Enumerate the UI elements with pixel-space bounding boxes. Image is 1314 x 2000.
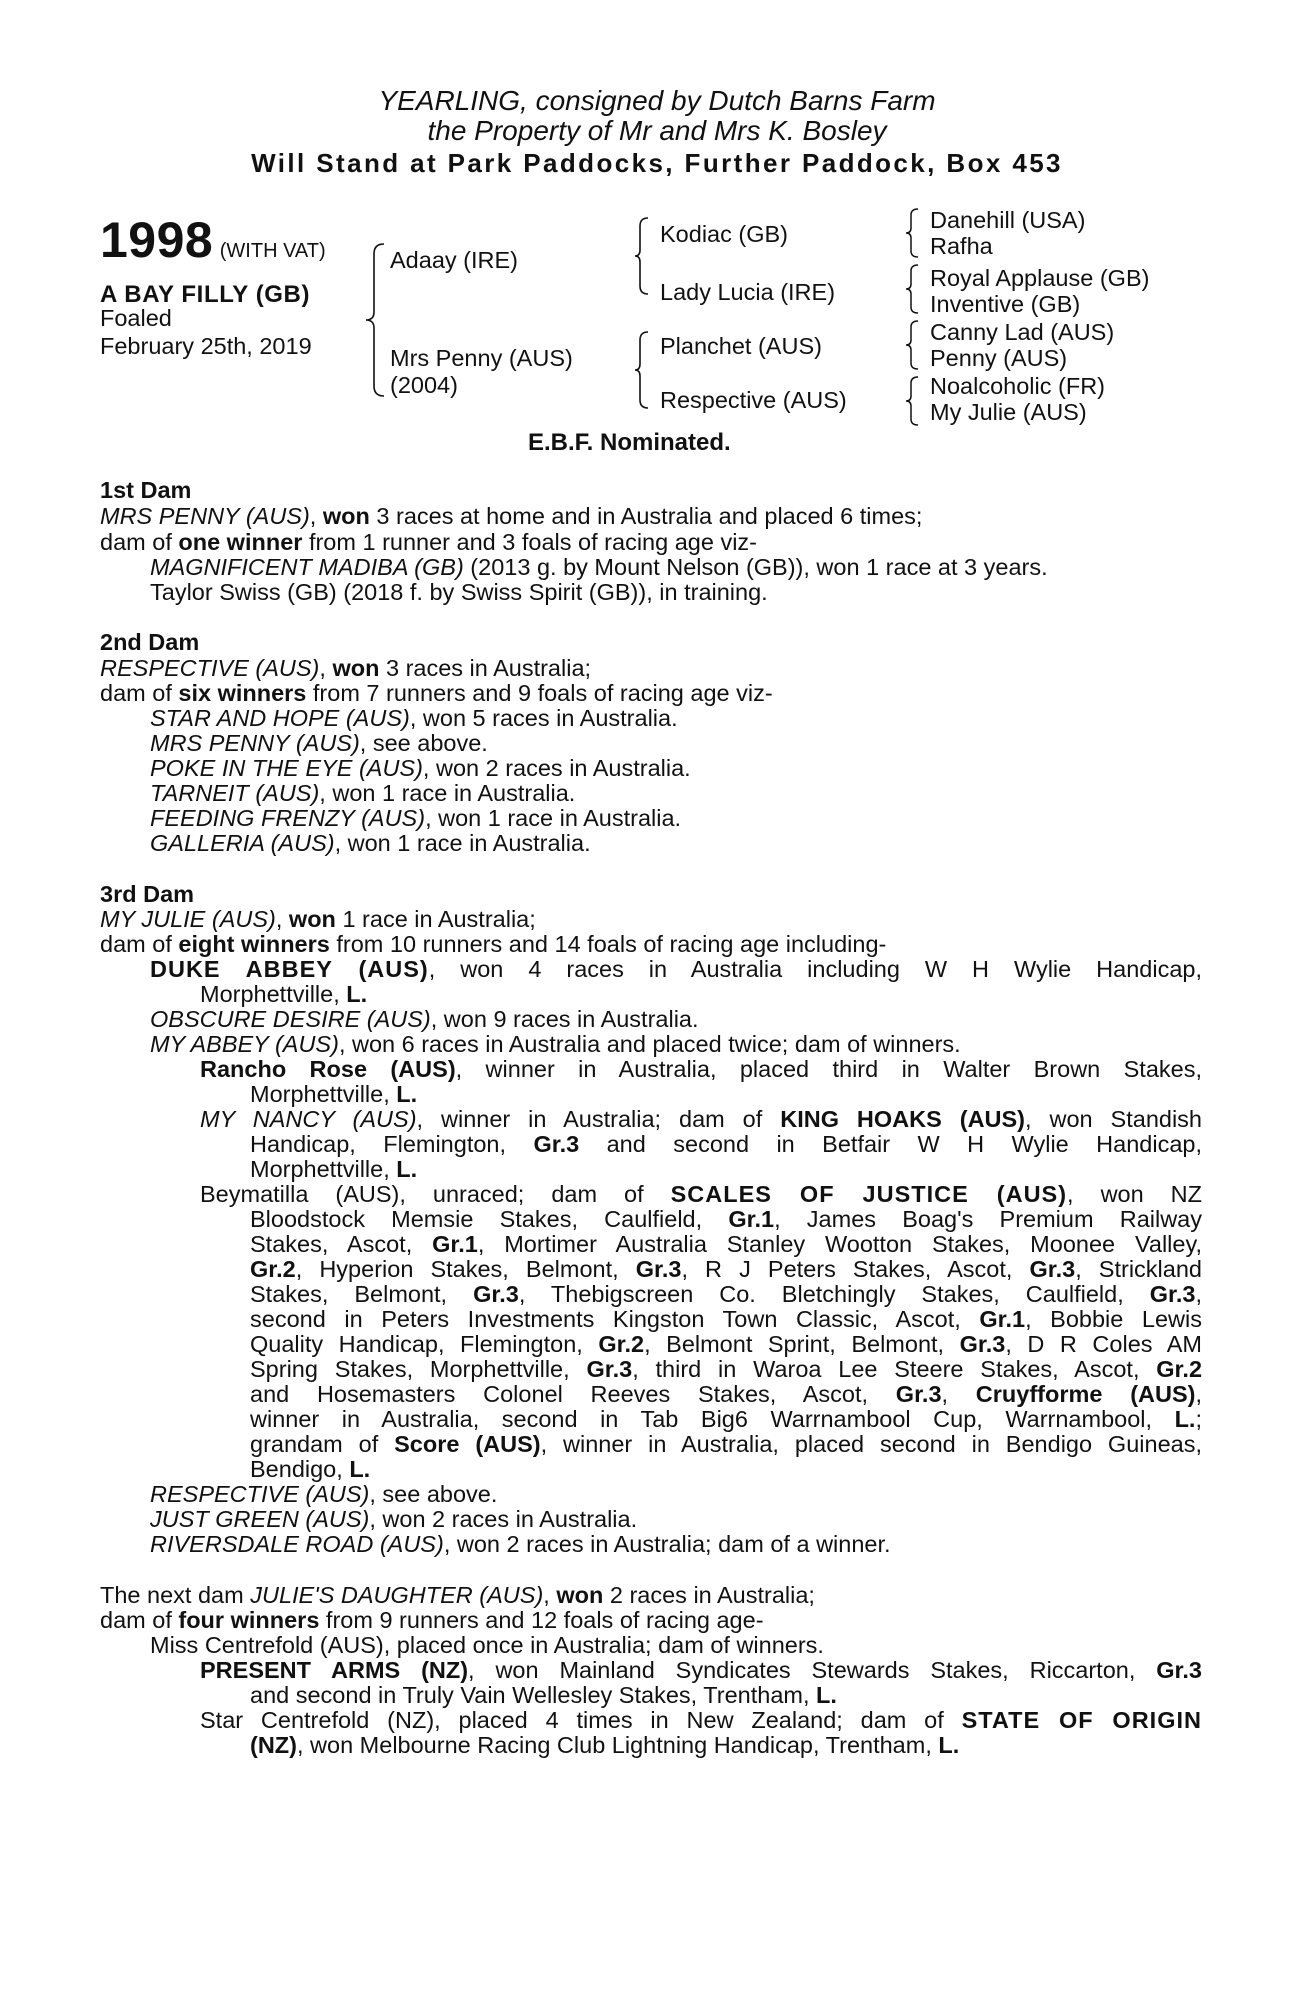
winners-count: four winners <box>178 1607 320 1633</box>
dam1-line2 <box>100 530 757 556</box>
pedigree-g3-1: Danehill (USA) <box>930 207 1086 233</box>
produce-name: FEEDING FRENZY (AUS) <box>150 805 426 831</box>
text: , won NZ <box>1067 1181 1202 1207</box>
text: Stakes, Ascot, <box>250 1231 433 1257</box>
produce-record: , won 1 race in Australia. <box>334 830 591 856</box>
dam3-record: 1 race in Australia; <box>335 906 536 932</box>
produce-name: OBSCURE DESIRE (AUS) <box>150 1006 431 1032</box>
produce-name: JUST GREEN (AUS) <box>150 1506 370 1532</box>
text: , Mortimer Australia Stanley Wootton Stakes, Moonee Valley, <box>477 1231 1202 1257</box>
text: from 10 runners and 14 foals of racing age including- <box>329 931 887 957</box>
text: , won Mainland Syndicates Stewards Stakes, Riccarton, <box>468 1657 1157 1683</box>
pedigree-dam-sire: Planchet (AUS) <box>660 333 822 359</box>
text: Stakes, Belmont, <box>250 1281 474 1307</box>
beymatilla-line7 <box>250 1332 1202 1358</box>
won-word: won <box>322 503 370 529</box>
produce-name: POKE IN THE EYE (AUS) <box>150 755 423 781</box>
beymatilla-line10 <box>250 1407 1202 1433</box>
next-dam-line1 <box>100 1583 815 1609</box>
beymatilla-line4 <box>250 1257 1202 1283</box>
dam2-name: RESPECTIVE (AUS) <box>100 655 320 681</box>
text: , <box>1195 1381 1202 1407</box>
grade-tag: Gr.3 <box>586 1356 633 1382</box>
winners-count: eight winners <box>178 931 330 957</box>
property-line: the Property of Mr and Mrs K. Bosley <box>427 115 887 146</box>
text: , <box>941 1381 976 1407</box>
produce-name: GALLERIA (AUS) <box>150 830 335 856</box>
text: , winner in Australia, placed second in Bendigo Guineas, <box>540 1431 1202 1457</box>
beymatilla-line2 <box>250 1207 1202 1233</box>
produce-record: , see above. <box>359 730 488 756</box>
beymatilla-line9 <box>250 1382 1202 1408</box>
dam3-name: MY JULIE (AUS) <box>100 906 276 932</box>
dam1-heading: 1st Dam <box>100 477 192 503</box>
obscure-desire <box>150 1007 699 1033</box>
beymatilla-line3 <box>250 1232 1202 1258</box>
pedigree-bracket-1 <box>360 240 390 400</box>
lot-number: 1998 <box>100 212 214 268</box>
pedigree-g3-3: Royal Applause (GB) <box>930 265 1150 291</box>
ebf-nomination: E.B.F. Nominated. <box>528 429 731 456</box>
text: , won Standish <box>1025 1106 1202 1132</box>
produce-bold-name: STATE OF ORIGIN <box>961 1707 1202 1733</box>
pedigree-g3-5: Canny Lad (AUS) <box>930 319 1115 345</box>
duke-abbey-line2 <box>200 982 367 1008</box>
listed-tag: L. <box>396 1156 418 1182</box>
grade-tag: Gr.1 <box>979 1306 1026 1332</box>
produce-name: TARNEIT (AUS) <box>150 780 320 806</box>
produce-bold-name: SCALES OF JUSTICE (AUS) <box>670 1181 1068 1207</box>
pedigree-bracket-3a <box>902 206 922 260</box>
stable-location: Will Stand at Park Paddocks, Further Paddock, Box 453 <box>251 148 1063 178</box>
won-word: won <box>556 1582 604 1608</box>
produce-bold-name: PRESENT ARMS (NZ) <box>200 1657 469 1683</box>
dam2-produce-4 <box>150 781 575 807</box>
produce-name: MAGNIFICENT MADIBA (GB) <box>150 554 464 580</box>
produce-record: , won 1 race in Australia. <box>425 805 682 831</box>
beymatilla-line6 <box>250 1307 1202 1333</box>
just-green <box>150 1507 637 1533</box>
produce-name: Rancho Rose (AUS) <box>200 1056 456 1082</box>
text: Beymatilla (AUS), unraced; dam of <box>200 1181 671 1207</box>
dam2-produce-5 <box>150 806 681 832</box>
dam2-line1: RESPECTIVE (AUS), won 3 races in Australia; <box>100 655 592 681</box>
text: , D R Coles AM <box>1005 1331 1203 1357</box>
text: from 1 runner and 3 foals of racing age viz- <box>302 529 757 555</box>
produce-record: (2013 g. by Mount Nelson (GB)), won 1 race at 3 years. <box>463 554 1048 580</box>
grade-tag: Gr.3 <box>533 1131 580 1157</box>
next-dam-line2 <box>100 1608 764 1634</box>
star-centrefold-line2 <box>250 1733 959 1759</box>
produce-bold-name: Score (AUS) <box>394 1431 541 1457</box>
text: Bloodstock Memsie Stakes, Caulfield, <box>250 1206 729 1232</box>
text: , Strickland <box>1075 1256 1202 1282</box>
winners-count: six winners <box>178 680 307 706</box>
grade-tag: Gr.3 <box>1156 1657 1202 1683</box>
grade-tag: Gr.3 <box>473 1281 519 1307</box>
rancho-rose-line2 <box>250 1082 417 1108</box>
pedigree-bracket-3d <box>902 374 922 428</box>
dam1-line1: MRS PENNY (AUS), won 3 races at home and in Australia and placed 6 times; <box>100 503 923 529</box>
grade-tag: Gr.3 <box>1029 1256 1076 1282</box>
produce-record: , won 2 races in Australia; dam of a winner. <box>443 1531 891 1557</box>
duke-abbey-line1 <box>150 957 1202 983</box>
pedigree-bracket-2b <box>632 328 652 412</box>
produce-bold-name: KING HOAKS (AUS) <box>780 1106 1026 1132</box>
text: from 7 runners and 9 foals of racing age viz- <box>306 680 773 706</box>
miss-centrefold: Miss Centrefold (AUS), placed once in Australia; dam of winners. <box>150 1632 824 1658</box>
produce-name: MY NANCY (AUS) <box>200 1106 417 1132</box>
produce-record: , won 9 races in Australia. <box>430 1006 699 1032</box>
produce-name: MRS PENNY (AUS) <box>150 730 360 756</box>
produce-name: RESPECTIVE (AUS) <box>150 1481 370 1507</box>
rancho-rose-line1 <box>200 1057 1202 1083</box>
produce-name: RIVERSDALE ROAD (AUS) <box>150 1531 444 1557</box>
text: , won Melbourne Racing Club Lightning Handicap, Trentham, <box>296 1732 939 1758</box>
my-nancy-line1 <box>200 1107 1202 1133</box>
text: grandam of <box>250 1431 395 1457</box>
text: Morphettville, <box>250 1081 397 1107</box>
produce-record: , won 2 races in Australia. <box>369 1506 638 1532</box>
text: , Belmont Sprint, Belmont, <box>644 1331 960 1357</box>
listed-tag: L. <box>816 1682 837 1708</box>
foaled-date: February 25th, 2019 <box>100 333 312 359</box>
pedigree-g3-7: Noalcoholic (FR) <box>930 373 1105 399</box>
grade-tag: Gr.3 <box>959 1331 1006 1357</box>
won-word: won <box>332 655 380 681</box>
text: , winner in Australia; dam of <box>416 1106 781 1132</box>
vat-note: (WITH VAT) <box>219 240 326 262</box>
dam1-produce-2: Taylor Swiss (GB) (2018 f. by Swiss Spirit (GB)), in training. <box>150 579 768 605</box>
text: , Bobbie Lewis <box>1025 1306 1202 1332</box>
text: Spring Stakes, Morphettville, <box>250 1356 587 1382</box>
grade-tag: Gr.3 <box>635 1256 682 1282</box>
present-arms-line2 <box>250 1683 837 1709</box>
text: The next dam <box>100 1582 251 1608</box>
text: and second in Truly Vain Wellesley Stakes, Trentham, <box>250 1682 817 1708</box>
riversdale-road <box>150 1532 891 1558</box>
next-dam-name: JULIE'S DAUGHTER (AUS) <box>250 1582 544 1608</box>
won-word: won <box>288 906 336 932</box>
horse-name: A BAY FILLY (GB) <box>100 281 311 308</box>
beymatilla-line12 <box>250 1457 370 1483</box>
text: 2 races in Australia; <box>603 1582 815 1608</box>
produce-name: DUKE ABBEY (AUS) <box>150 956 429 982</box>
grade-tag: Gr.3 <box>1149 1281 1196 1307</box>
dam2-produce-6 <box>150 831 591 857</box>
dam2-produce-2 <box>150 731 488 757</box>
respective-ref <box>150 1482 497 1508</box>
pedigree-g3-2: Rafha <box>930 233 993 259</box>
text: winner in Australia, second in Tab Big6 Warrnambool Cup, Warrnambool, <box>250 1406 1175 1432</box>
dam1-produce-1 <box>150 555 1048 581</box>
text: Handicap, Flemington, <box>250 1131 534 1157</box>
pedigree-sire-dam: Lady Lucia (IRE) <box>660 279 836 305</box>
grade-tag: Gr.2 <box>1156 1356 1203 1382</box>
grade-tag: Gr.3 <box>895 1381 942 1407</box>
text: Bendigo, <box>250 1456 350 1482</box>
listed-tag: L. <box>1174 1406 1196 1432</box>
dam2-produce-3 <box>150 756 691 782</box>
produce-record: , see above. <box>369 1481 498 1507</box>
text: dam of <box>100 680 179 706</box>
my-nancy-line3 <box>250 1157 417 1183</box>
text: , Thebigscreen Co. Bletchingly Stakes, Caulfield, <box>518 1281 1150 1307</box>
dam2-line2 <box>100 681 773 707</box>
produce-record: , won 6 races in Australia and placed twice; dam of winners. <box>338 1031 961 1057</box>
produce-record: , won 4 races in Australia including W H Wylie Handicap, <box>428 956 1202 982</box>
text: , Hyperion Stakes, Belmont, <box>295 1256 636 1282</box>
produce-name: MY ABBEY (AUS) <box>150 1031 339 1057</box>
produce-record: , won 2 races in Australia. <box>422 755 691 781</box>
pedigree-sire-sire: Kodiac (GB) <box>660 221 788 247</box>
produce-name: STAR AND HOPE (AUS) <box>150 705 410 731</box>
text: , James Boag's Premium Railway <box>774 1206 1202 1232</box>
pedigree-bracket-2a <box>632 214 652 298</box>
text: dam of <box>100 529 179 555</box>
pedigree-dam-dam: Respective (AUS) <box>660 387 847 413</box>
listed-tag: L. <box>349 1456 371 1482</box>
text: , <box>1195 1281 1202 1307</box>
star-centrefold-line1 <box>200 1708 1202 1734</box>
pedigree-g3-6: Penny (AUS) <box>930 345 1068 371</box>
text: Morphettville, <box>200 981 347 1007</box>
beymatilla-line1 <box>200 1182 1202 1208</box>
dam2-record: 3 races in Australia; <box>379 655 592 681</box>
pedigree-dam: Mrs Penny (AUS) <box>390 345 573 371</box>
grade-tag: Gr.2 <box>598 1331 645 1357</box>
listed-tag: L. <box>938 1732 960 1758</box>
text: , R J Peters Stakes, Ascot, <box>681 1256 1030 1282</box>
my-nancy-line2 <box>250 1132 1202 1158</box>
text: and second in Betfair W H Wylie Handicap, <box>579 1131 1202 1157</box>
text: from 9 runners and 12 foals of racing age- <box>319 1607 764 1633</box>
produce-record: , winner in Australia, placed third in Walter Brown Stakes, <box>455 1056 1202 1082</box>
dam2-heading: 2nd Dam <box>100 629 200 655</box>
pedigree-g3-4: Inventive (GB) <box>930 291 1081 317</box>
present-arms-line1 <box>200 1658 1202 1684</box>
beymatilla-line8 <box>250 1357 1202 1383</box>
dam1-record: 3 races at home and in Australia and placed 6 times; <box>369 503 923 529</box>
pedigree-bracket-3c <box>902 318 922 372</box>
produce-record: , won 5 races in Australia. <box>409 705 678 731</box>
text: , <box>543 1582 557 1608</box>
beymatilla-line11 <box>250 1432 1202 1458</box>
winners-count: one winner <box>178 529 303 555</box>
dam3-line1: MY JULIE (AUS), won 1 race in Australia; <box>100 906 536 932</box>
foaled-label: Foaled <box>100 305 172 331</box>
text: Quality Handicap, Flemington, <box>250 1331 599 1357</box>
pedigree-sire: Adaay (IRE) <box>390 247 518 273</box>
text: and Hosemasters Colonel Reeves Stakes, Ascot, <box>250 1381 896 1407</box>
dam1-name: MRS PENNY (AUS) <box>100 503 310 529</box>
listed-tag: L. <box>346 981 368 1007</box>
text: Star Centrefold (NZ), placed 4 times in New Zealand; dam of <box>200 1707 962 1733</box>
text: dam of <box>100 931 179 957</box>
lot-number-row <box>100 212 326 268</box>
listed-tag: L. <box>396 1081 418 1107</box>
grade-tag: Gr.2 <box>250 1256 296 1282</box>
pedigree-bracket-3b <box>902 262 922 316</box>
produce-bold-name: Cruyfforme (AUS) <box>975 1381 1196 1407</box>
dam3-heading: 3rd Dam <box>100 881 195 907</box>
text: ; <box>1195 1406 1202 1432</box>
text: second in Peters Investments Kingston Town Classic, Ascot, <box>250 1306 980 1332</box>
text: , third in Waroa Lee Steere Stakes, Ascot, <box>632 1356 1157 1382</box>
produce-record: , won 1 race in Australia. <box>319 780 576 806</box>
produce-bold-name: (NZ) <box>250 1732 297 1758</box>
consignor-line: YEARLING, consigned by Dutch Barns Farm <box>378 85 936 116</box>
dam2-produce-1 <box>150 706 678 732</box>
beymatilla-line5 <box>250 1282 1202 1308</box>
grade-tag: Gr.1 <box>728 1206 775 1232</box>
pedigree-dam-year: (2004) <box>390 372 458 398</box>
grade-tag: Gr.1 <box>432 1231 478 1257</box>
text: Morphettville, <box>250 1156 397 1182</box>
pedigree-g3-8: My Julie (AUS) <box>930 399 1087 425</box>
dam3-line2 <box>100 932 886 958</box>
text: dam of <box>100 1607 179 1633</box>
my-abbey <box>150 1032 961 1058</box>
